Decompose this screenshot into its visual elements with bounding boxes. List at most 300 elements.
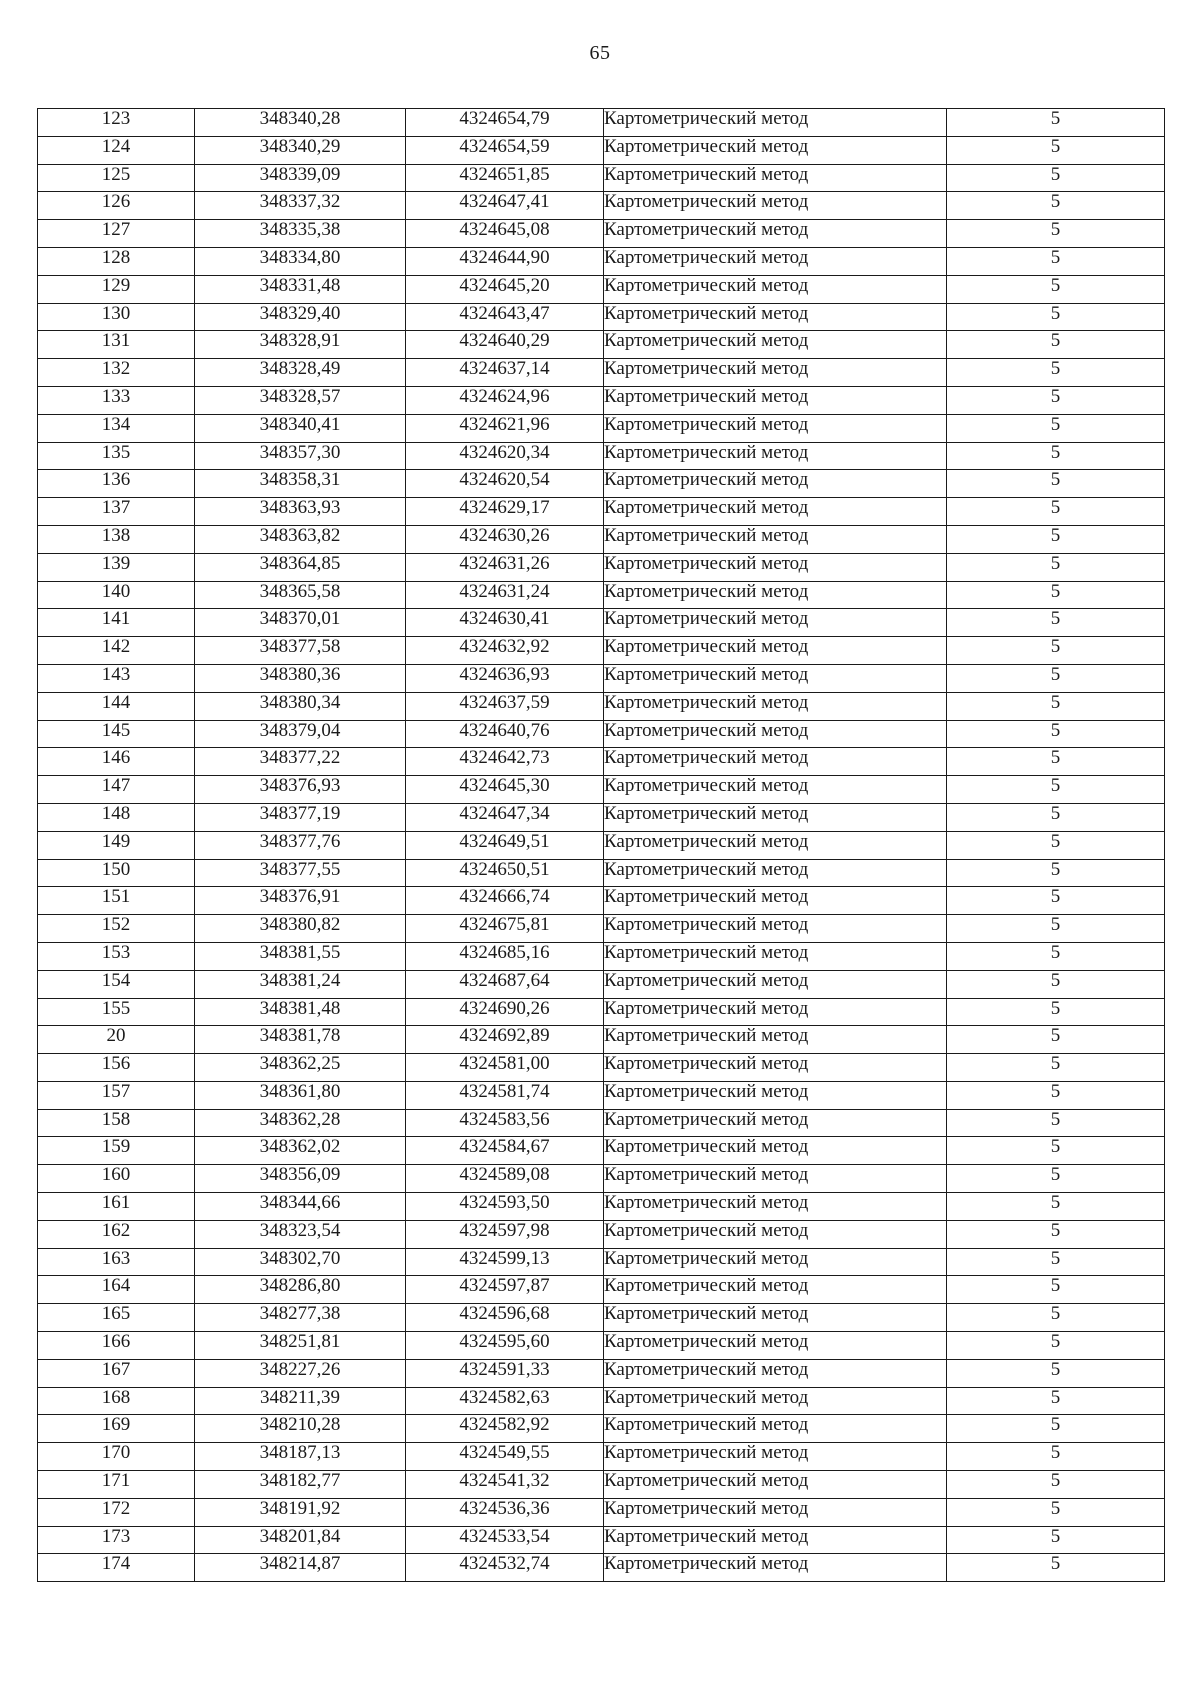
- table-row: [38, 970, 1165, 998]
- accuracy-cell: 5: [947, 887, 1165, 915]
- method-cell: Картометрический метод: [604, 887, 947, 915]
- accuracy-cell: 5: [947, 442, 1165, 470]
- point-number-cell: 172: [38, 1498, 195, 1526]
- table-row: [38, 164, 1165, 192]
- y-coordinate-cell: 4324692,89: [406, 1026, 604, 1054]
- x-coordinate-cell: 348331,48: [195, 275, 406, 303]
- point-number-cell: 170: [38, 1443, 195, 1471]
- method-cell: Картометрический метод: [604, 1109, 947, 1137]
- method-cell: Картометрический метод: [604, 136, 947, 164]
- table-row: [38, 748, 1165, 776]
- point-number-cell: 138: [38, 525, 195, 553]
- table-row: [38, 803, 1165, 831]
- y-coordinate-cell: 4324595,60: [406, 1332, 604, 1360]
- accuracy-cell: 5: [947, 637, 1165, 665]
- point-number-cell: 156: [38, 1054, 195, 1082]
- accuracy-cell: 5: [947, 803, 1165, 831]
- x-coordinate-cell: 348329,40: [195, 303, 406, 331]
- point-number-cell: 135: [38, 442, 195, 470]
- method-cell: Картометрический метод: [604, 442, 947, 470]
- accuracy-cell: 5: [947, 748, 1165, 776]
- method-cell: Картометрический метод: [604, 386, 947, 414]
- method-cell: Картометрический метод: [604, 664, 947, 692]
- y-coordinate-cell: 4324541,32: [406, 1471, 604, 1499]
- accuracy-cell: 5: [947, 1359, 1165, 1387]
- y-coordinate-cell: 4324640,76: [406, 720, 604, 748]
- method-cell: Картометрический метод: [604, 275, 947, 303]
- table-row: [38, 637, 1165, 665]
- accuracy-cell: 5: [947, 247, 1165, 275]
- point-number-cell: 160: [38, 1165, 195, 1193]
- table-row: [38, 525, 1165, 553]
- x-coordinate-cell: 348227,26: [195, 1359, 406, 1387]
- y-coordinate-cell: 4324636,93: [406, 664, 604, 692]
- x-coordinate-cell: 348363,93: [195, 498, 406, 526]
- y-coordinate-cell: 4324637,59: [406, 692, 604, 720]
- table-row: [38, 887, 1165, 915]
- x-coordinate-cell: 348379,04: [195, 720, 406, 748]
- table-row: [38, 1526, 1165, 1554]
- x-coordinate-cell: 348358,31: [195, 470, 406, 498]
- point-number-cell: 146: [38, 748, 195, 776]
- point-number-cell: 126: [38, 192, 195, 220]
- method-cell: Картометрический метод: [604, 1554, 947, 1582]
- table-row: [38, 692, 1165, 720]
- point-number-cell: 148: [38, 803, 195, 831]
- method-cell: Картометрический метод: [604, 609, 947, 637]
- y-coordinate-cell: 4324642,73: [406, 748, 604, 776]
- x-coordinate-cell: 348356,09: [195, 1165, 406, 1193]
- accuracy-cell: 5: [947, 109, 1165, 137]
- x-coordinate-cell: 348381,24: [195, 970, 406, 998]
- accuracy-cell: 5: [947, 1387, 1165, 1415]
- table-row: [38, 609, 1165, 637]
- accuracy-cell: 5: [947, 1332, 1165, 1360]
- table-row: [38, 831, 1165, 859]
- method-cell: Картометрический метод: [604, 831, 947, 859]
- point-number-cell: 154: [38, 970, 195, 998]
- accuracy-cell: 5: [947, 1526, 1165, 1554]
- x-coordinate-cell: 348381,78: [195, 1026, 406, 1054]
- x-coordinate-cell: 348344,66: [195, 1193, 406, 1221]
- x-coordinate-cell: 348361,80: [195, 1081, 406, 1109]
- y-coordinate-cell: 4324685,16: [406, 942, 604, 970]
- method-cell: Картометрический метод: [604, 1026, 947, 1054]
- point-number-cell: 173: [38, 1526, 195, 1554]
- point-number-cell: 127: [38, 220, 195, 248]
- table-row: [38, 136, 1165, 164]
- y-coordinate-cell: 4324630,26: [406, 525, 604, 553]
- method-cell: Картометрический метод: [604, 637, 947, 665]
- method-cell: Картометрический метод: [604, 915, 947, 943]
- table-row: [38, 247, 1165, 275]
- point-number-cell: 164: [38, 1276, 195, 1304]
- method-cell: Картометрический метод: [604, 470, 947, 498]
- table-row: [38, 386, 1165, 414]
- table-row: [38, 220, 1165, 248]
- method-cell: Картометрический метод: [604, 331, 947, 359]
- y-coordinate-cell: 4324632,92: [406, 637, 604, 665]
- accuracy-cell: 5: [947, 1498, 1165, 1526]
- accuracy-cell: 5: [947, 692, 1165, 720]
- accuracy-cell: 5: [947, 776, 1165, 804]
- accuracy-cell: 5: [947, 498, 1165, 526]
- y-coordinate-cell: 4324654,79: [406, 109, 604, 137]
- x-coordinate-cell: 348251,81: [195, 1332, 406, 1360]
- point-number-cell: 125: [38, 164, 195, 192]
- point-number-cell: 129: [38, 275, 195, 303]
- table-row: [38, 275, 1165, 303]
- method-cell: Картометрический метод: [604, 109, 947, 137]
- method-cell: Картометрический метод: [604, 1220, 947, 1248]
- x-coordinate-cell: 348377,22: [195, 748, 406, 776]
- x-coordinate-cell: 348377,58: [195, 637, 406, 665]
- x-coordinate-cell: 348380,36: [195, 664, 406, 692]
- point-number-cell: 130: [38, 303, 195, 331]
- table-row: [38, 498, 1165, 526]
- accuracy-cell: 5: [947, 359, 1165, 387]
- x-coordinate-cell: 348286,80: [195, 1276, 406, 1304]
- accuracy-cell: 5: [947, 859, 1165, 887]
- accuracy-cell: 5: [947, 275, 1165, 303]
- table-row: [38, 664, 1165, 692]
- y-coordinate-cell: 4324651,85: [406, 164, 604, 192]
- accuracy-cell: 5: [947, 164, 1165, 192]
- x-coordinate-cell: 348187,13: [195, 1443, 406, 1471]
- table-row: [38, 998, 1165, 1026]
- point-number-cell: 166: [38, 1332, 195, 1360]
- y-coordinate-cell: 4324687,64: [406, 970, 604, 998]
- point-number-cell: 169: [38, 1415, 195, 1443]
- table-row: [38, 942, 1165, 970]
- point-number-cell: 137: [38, 498, 195, 526]
- table-row: [38, 859, 1165, 887]
- table-row: [38, 470, 1165, 498]
- accuracy-cell: 5: [947, 1137, 1165, 1165]
- table-row: [38, 303, 1165, 331]
- accuracy-cell: 5: [947, 1248, 1165, 1276]
- method-cell: Картометрический метод: [604, 748, 947, 776]
- y-coordinate-cell: 4324536,36: [406, 1498, 604, 1526]
- x-coordinate-cell: 348376,91: [195, 887, 406, 915]
- x-coordinate-cell: 348182,77: [195, 1471, 406, 1499]
- table-row: [38, 1193, 1165, 1221]
- y-coordinate-cell: 4324647,41: [406, 192, 604, 220]
- point-number-cell: 142: [38, 637, 195, 665]
- accuracy-cell: 5: [947, 581, 1165, 609]
- point-number-cell: 139: [38, 553, 195, 581]
- x-coordinate-cell: 348191,92: [195, 1498, 406, 1526]
- y-coordinate-cell: 4324582,92: [406, 1415, 604, 1443]
- x-coordinate-cell: 348365,58: [195, 581, 406, 609]
- accuracy-cell: 5: [947, 1054, 1165, 1082]
- accuracy-cell: 5: [947, 1081, 1165, 1109]
- x-coordinate-cell: 348340,28: [195, 109, 406, 137]
- method-cell: Картометрический метод: [604, 803, 947, 831]
- x-coordinate-cell: 348328,91: [195, 331, 406, 359]
- point-number-cell: 133: [38, 386, 195, 414]
- accuracy-cell: 5: [947, 525, 1165, 553]
- method-cell: Картометрический метод: [604, 1332, 947, 1360]
- method-cell: Картометрический метод: [604, 1471, 947, 1499]
- point-number-cell: 153: [38, 942, 195, 970]
- y-coordinate-cell: 4324596,68: [406, 1304, 604, 1332]
- x-coordinate-cell: 348339,09: [195, 164, 406, 192]
- table-row: [38, 1498, 1165, 1526]
- accuracy-cell: 5: [947, 1193, 1165, 1221]
- y-coordinate-cell: 4324631,26: [406, 553, 604, 581]
- table-row: [38, 1054, 1165, 1082]
- x-coordinate-cell: 348210,28: [195, 1415, 406, 1443]
- x-coordinate-cell: 348377,55: [195, 859, 406, 887]
- x-coordinate-cell: 348381,48: [195, 998, 406, 1026]
- y-coordinate-cell: 4324620,54: [406, 470, 604, 498]
- method-cell: Картометрический метод: [604, 998, 947, 1026]
- y-coordinate-cell: 4324593,50: [406, 1193, 604, 1221]
- table-row: [38, 359, 1165, 387]
- accuracy-cell: 5: [947, 414, 1165, 442]
- method-cell: Картометрический метод: [604, 1498, 947, 1526]
- y-coordinate-cell: 4324640,29: [406, 331, 604, 359]
- method-cell: Картометрический метод: [604, 1165, 947, 1193]
- point-number-cell: 124: [38, 136, 195, 164]
- method-cell: Картометрический метод: [604, 1415, 947, 1443]
- point-number-cell: 162: [38, 1220, 195, 1248]
- y-coordinate-cell: 4324643,47: [406, 303, 604, 331]
- method-cell: Картометрический метод: [604, 220, 947, 248]
- method-cell: Картометрический метод: [604, 192, 947, 220]
- point-number-cell: 168: [38, 1387, 195, 1415]
- point-number-cell: 155: [38, 998, 195, 1026]
- accuracy-cell: 5: [947, 1276, 1165, 1304]
- y-coordinate-cell: 4324644,90: [406, 247, 604, 275]
- y-coordinate-cell: 4324624,96: [406, 386, 604, 414]
- x-coordinate-cell: 348201,84: [195, 1526, 406, 1554]
- table-row: [38, 1220, 1165, 1248]
- x-coordinate-cell: 348328,49: [195, 359, 406, 387]
- table-row: [38, 1471, 1165, 1499]
- table-row: [38, 1026, 1165, 1054]
- point-number-cell: 141: [38, 609, 195, 637]
- coordinates-table: [37, 108, 1165, 1582]
- y-coordinate-cell: 4324583,56: [406, 1109, 604, 1137]
- method-cell: Картометрический метод: [604, 1443, 947, 1471]
- table-row: [38, 1415, 1165, 1443]
- accuracy-cell: 5: [947, 1109, 1165, 1137]
- point-number-cell: 165: [38, 1304, 195, 1332]
- accuracy-cell: 5: [947, 831, 1165, 859]
- table-row: [38, 331, 1165, 359]
- accuracy-cell: 5: [947, 998, 1165, 1026]
- accuracy-cell: 5: [947, 553, 1165, 581]
- y-coordinate-cell: 4324654,59: [406, 136, 604, 164]
- method-cell: Картометрический метод: [604, 414, 947, 442]
- y-coordinate-cell: 4324637,14: [406, 359, 604, 387]
- y-coordinate-cell: 4324647,34: [406, 803, 604, 831]
- x-coordinate-cell: 348377,76: [195, 831, 406, 859]
- accuracy-cell: 5: [947, 303, 1165, 331]
- point-number-cell: 163: [38, 1248, 195, 1276]
- table-row: [38, 581, 1165, 609]
- point-number-cell: 151: [38, 887, 195, 915]
- x-coordinate-cell: 348381,55: [195, 942, 406, 970]
- accuracy-cell: 5: [947, 1026, 1165, 1054]
- y-coordinate-cell: 4324597,87: [406, 1276, 604, 1304]
- table-row: [38, 1276, 1165, 1304]
- x-coordinate-cell: 348363,82: [195, 525, 406, 553]
- y-coordinate-cell: 4324581,74: [406, 1081, 604, 1109]
- method-cell: Картометрический метод: [604, 970, 947, 998]
- method-cell: Картометрический метод: [604, 1387, 947, 1415]
- accuracy-cell: 5: [947, 942, 1165, 970]
- x-coordinate-cell: 348362,25: [195, 1054, 406, 1082]
- y-coordinate-cell: 4324620,34: [406, 442, 604, 470]
- method-cell: Картометрический метод: [604, 1054, 947, 1082]
- point-number-cell: 149: [38, 831, 195, 859]
- method-cell: Картометрический метод: [604, 859, 947, 887]
- table-row: [38, 915, 1165, 943]
- y-coordinate-cell: 4324621,96: [406, 414, 604, 442]
- point-number-cell: 159: [38, 1137, 195, 1165]
- accuracy-cell: 5: [947, 1554, 1165, 1582]
- point-number-cell: 174: [38, 1554, 195, 1582]
- point-number-cell: 132: [38, 359, 195, 387]
- point-number-cell: 134: [38, 414, 195, 442]
- accuracy-cell: 5: [947, 1220, 1165, 1248]
- y-coordinate-cell: 4324630,41: [406, 609, 604, 637]
- method-cell: Картометрический метод: [604, 247, 947, 275]
- table-row: [38, 1359, 1165, 1387]
- x-coordinate-cell: 348357,30: [195, 442, 406, 470]
- method-cell: Картометрический метод: [604, 525, 947, 553]
- method-cell: Картометрический метод: [604, 1304, 947, 1332]
- point-number-cell: 20: [38, 1026, 195, 1054]
- x-coordinate-cell: 348337,32: [195, 192, 406, 220]
- accuracy-cell: 5: [947, 1471, 1165, 1499]
- y-coordinate-cell: 4324631,24: [406, 581, 604, 609]
- point-number-cell: 171: [38, 1471, 195, 1499]
- table-row: [38, 109, 1165, 137]
- x-coordinate-cell: 348214,87: [195, 1554, 406, 1582]
- accuracy-cell: 5: [947, 664, 1165, 692]
- x-coordinate-cell: 348364,85: [195, 553, 406, 581]
- page-number: 65: [589, 42, 611, 64]
- y-coordinate-cell: 4324666,74: [406, 887, 604, 915]
- accuracy-cell: 5: [947, 970, 1165, 998]
- method-cell: Картометрический метод: [604, 776, 947, 804]
- point-number-cell: 128: [38, 247, 195, 275]
- y-coordinate-cell: 4324582,63: [406, 1387, 604, 1415]
- method-cell: Картометрический метод: [604, 1526, 947, 1554]
- point-number-cell: 161: [38, 1193, 195, 1221]
- accuracy-cell: 5: [947, 609, 1165, 637]
- point-number-cell: 144: [38, 692, 195, 720]
- x-coordinate-cell: 348323,54: [195, 1220, 406, 1248]
- y-coordinate-cell: 4324581,00: [406, 1054, 604, 1082]
- accuracy-cell: 5: [947, 220, 1165, 248]
- x-coordinate-cell: 348211,39: [195, 1387, 406, 1415]
- y-coordinate-cell: 4324549,55: [406, 1443, 604, 1471]
- point-number-cell: 158: [38, 1109, 195, 1137]
- point-number-cell: 143: [38, 664, 195, 692]
- point-number-cell: 152: [38, 915, 195, 943]
- accuracy-cell: 5: [947, 1165, 1165, 1193]
- table-row: [38, 1387, 1165, 1415]
- table-row: [38, 553, 1165, 581]
- table-row: [38, 414, 1165, 442]
- y-coordinate-cell: 4324532,74: [406, 1554, 604, 1582]
- method-cell: Картометрический метод: [604, 303, 947, 331]
- table-row: [38, 192, 1165, 220]
- table-row: [38, 1443, 1165, 1471]
- x-coordinate-cell: 348380,82: [195, 915, 406, 943]
- y-coordinate-cell: 4324599,13: [406, 1248, 604, 1276]
- method-cell: Картометрический метод: [604, 164, 947, 192]
- y-coordinate-cell: 4324690,26: [406, 998, 604, 1026]
- method-cell: Картометрический метод: [604, 1276, 947, 1304]
- coordinates-table-body: [38, 109, 1165, 1582]
- point-number-cell: 123: [38, 109, 195, 137]
- table-row: [38, 1137, 1165, 1165]
- x-coordinate-cell: 348335,38: [195, 220, 406, 248]
- point-number-cell: 136: [38, 470, 195, 498]
- x-coordinate-cell: 348334,80: [195, 247, 406, 275]
- table-row: [38, 1332, 1165, 1360]
- x-coordinate-cell: 348380,34: [195, 692, 406, 720]
- x-coordinate-cell: 348328,57: [195, 386, 406, 414]
- table-row: [38, 1304, 1165, 1332]
- method-cell: Картометрический метод: [604, 1081, 947, 1109]
- y-coordinate-cell: 4324645,20: [406, 275, 604, 303]
- table-row: [38, 1165, 1165, 1193]
- table-row: [38, 776, 1165, 804]
- y-coordinate-cell: 4324649,51: [406, 831, 604, 859]
- y-coordinate-cell: 4324650,51: [406, 859, 604, 887]
- y-coordinate-cell: 4324589,08: [406, 1165, 604, 1193]
- x-coordinate-cell: 348340,41: [195, 414, 406, 442]
- x-coordinate-cell: 348370,01: [195, 609, 406, 637]
- accuracy-cell: 5: [947, 192, 1165, 220]
- point-number-cell: 140: [38, 581, 195, 609]
- method-cell: Картометрический метод: [604, 1248, 947, 1276]
- table-row: [38, 442, 1165, 470]
- method-cell: Картометрический метод: [604, 498, 947, 526]
- table-row: [38, 1109, 1165, 1137]
- accuracy-cell: 5: [947, 1304, 1165, 1332]
- table-row: [38, 1554, 1165, 1582]
- x-coordinate-cell: 348376,93: [195, 776, 406, 804]
- method-cell: Картометрический метод: [604, 581, 947, 609]
- y-coordinate-cell: 4324645,08: [406, 220, 604, 248]
- y-coordinate-cell: 4324645,30: [406, 776, 604, 804]
- y-coordinate-cell: 4324629,17: [406, 498, 604, 526]
- point-number-cell: 145: [38, 720, 195, 748]
- method-cell: Картометрический метод: [604, 1137, 947, 1165]
- accuracy-cell: 5: [947, 386, 1165, 414]
- point-number-cell: 157: [38, 1081, 195, 1109]
- x-coordinate-cell: 348377,19: [195, 803, 406, 831]
- accuracy-cell: 5: [947, 915, 1165, 943]
- accuracy-cell: 5: [947, 1443, 1165, 1471]
- x-coordinate-cell: 348362,28: [195, 1109, 406, 1137]
- point-number-cell: 150: [38, 859, 195, 887]
- point-number-cell: 147: [38, 776, 195, 804]
- x-coordinate-cell: 348340,29: [195, 136, 406, 164]
- y-coordinate-cell: 4324675,81: [406, 915, 604, 943]
- table-row: [38, 1248, 1165, 1276]
- x-coordinate-cell: 348302,70: [195, 1248, 406, 1276]
- method-cell: Картометрический метод: [604, 1359, 947, 1387]
